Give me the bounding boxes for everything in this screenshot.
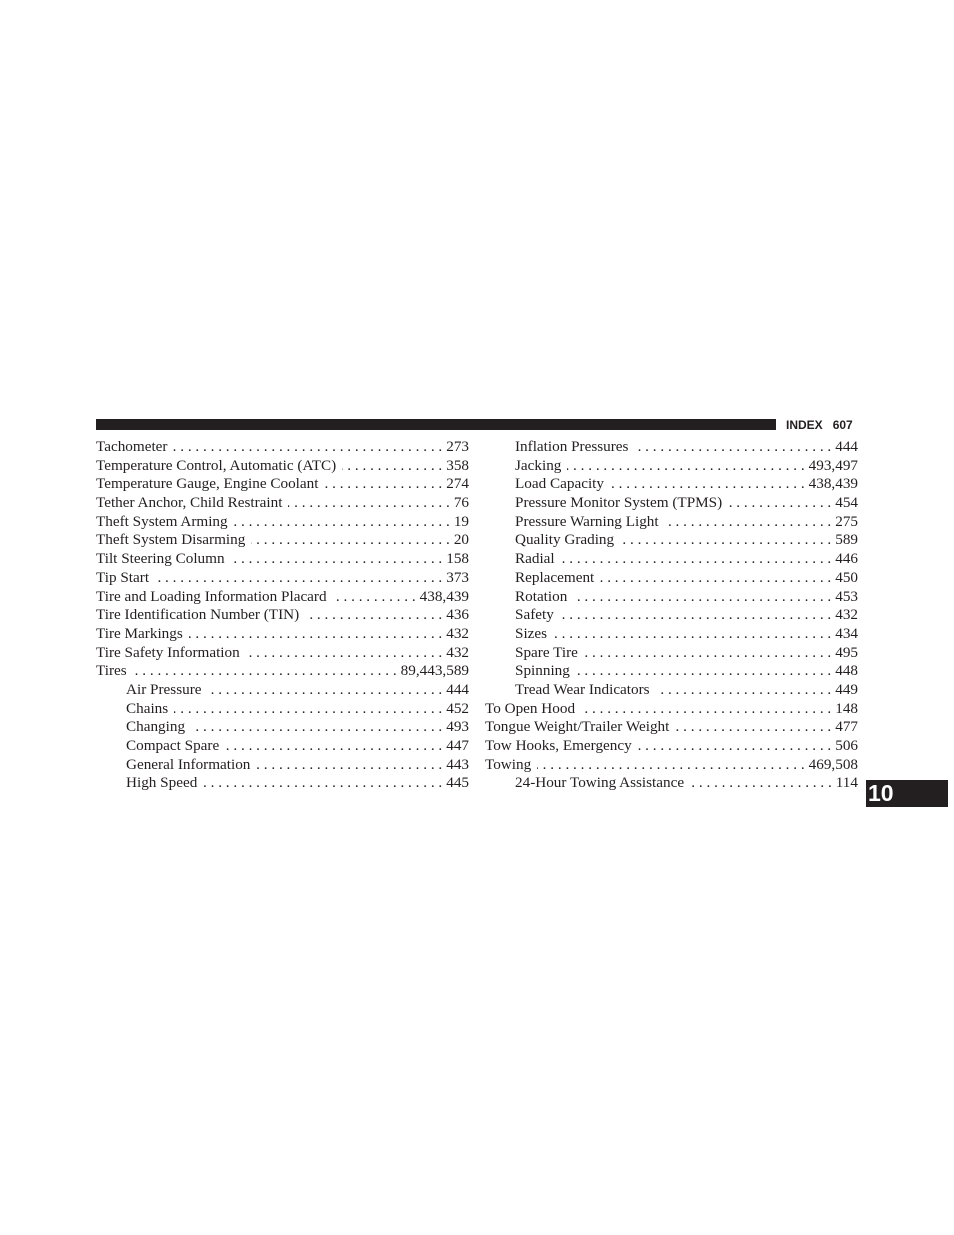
header-rule [96,419,776,430]
dot-leader [665,513,832,532]
entry-pages: 449 [835,680,858,698]
running-header [786,417,858,433]
dot-leader [675,718,831,737]
entry-term: Tongue Weight/Trailer Weight [485,718,670,736]
dot-leader [174,700,442,719]
index-subentry [485,662,858,681]
entry-term: Replacement [515,568,595,586]
dot-leader [256,756,442,775]
entry-pages: 589 [835,531,858,549]
dot-leader [567,457,804,476]
entry-term: Theft System Arming [96,512,228,530]
index-subentry [96,774,469,793]
index-entry [96,625,469,644]
entry-pages: 495 [835,643,858,661]
entry-term: Temperature Gauge, Engine Coolant [96,475,319,493]
entry-pages: 438,439 [808,475,858,493]
entry-pages: 89,443,589 [400,662,469,680]
index-subentry [485,625,858,644]
entry-term: Radial [515,550,555,568]
dot-leader [305,606,442,625]
entry-term: Compact Spare [126,737,220,754]
dot-leader [191,718,442,737]
entry-pages: 443 [446,755,469,773]
dot-leader [584,644,831,663]
entry-pages: 477 [835,718,858,736]
index-column-left [96,438,469,793]
entry-pages: 450 [835,568,858,586]
entry-term: Spare Tire [515,643,578,661]
index-subentry [96,700,469,719]
entry-pages: 432 [446,643,469,661]
dot-leader [553,625,831,644]
entry-pages: 274 [446,475,469,493]
index-subentry [485,644,858,663]
index-subentry [485,531,858,550]
entry-pages: 444 [446,680,469,698]
entry-pages: 436 [446,606,469,624]
entry-pages: 434 [835,624,858,642]
entry-term: Theft System Disarming [96,531,246,549]
entry-term: Tire and Loading Information Placard [96,587,327,605]
dot-leader [189,625,442,644]
dot-leader [333,588,416,607]
entry-term: Pressure Monitor System (TPMS) [515,494,723,512]
entry-pages: 454 [835,494,858,512]
dot-leader [173,438,442,457]
dot-leader [234,513,450,532]
dot-leader [581,700,831,719]
dot-leader [610,475,805,494]
entry-pages: 453 [835,587,858,605]
dot-leader [690,774,832,793]
entry-term: Tire Safety Information [96,643,240,661]
dot-leader [208,681,443,700]
entry-pages: 76 [453,494,469,512]
entry-term: Tachometer [96,438,168,455]
entry-term: To Open Hood [485,699,576,717]
entry-term: Rotation [515,587,568,605]
dot-leader [155,569,442,588]
entry-pages: 446 [835,550,858,568]
dot-leader [203,774,442,793]
index-subentry [485,774,858,793]
index-entry [96,457,469,476]
index-subentry [485,550,858,569]
section-title: INDEX [786,418,823,432]
entry-pages: 158 [446,550,469,568]
dot-leader [576,662,831,681]
entry-term: Tires [96,662,127,680]
entry-pages: 469,508 [808,755,858,773]
index-subentry [485,457,858,476]
dot-leader [537,756,804,775]
chapter-tab: 10 [866,780,948,807]
index-entry [96,606,469,625]
entry-pages: 273 [446,438,469,455]
index-entry [96,494,469,513]
dot-leader [638,737,832,756]
dot-leader [600,569,831,588]
entry-pages: 148 [835,699,858,717]
entry-term: Tire Markings [96,624,183,642]
index-entry [96,475,469,494]
entry-pages: 358 [446,456,469,474]
index-subentry [96,718,469,737]
dot-leader [560,606,831,625]
dot-leader [634,438,831,457]
entry-pages: 432 [835,606,858,624]
index-entry [96,644,469,663]
index-subentry [96,737,469,756]
entry-pages: 493,497 [808,456,858,474]
entry-pages: 114 [835,774,858,792]
entry-term: High Speed [126,774,198,792]
dot-leader [251,531,449,550]
index-entry [96,531,469,550]
index-entry [96,550,469,569]
index-entry [485,756,858,775]
index-subentry [96,756,469,775]
index-subentry [485,513,858,532]
entry-term: 24-Hour Towing Assistance [515,774,685,792]
entry-pages: 448 [835,662,858,680]
index-entry [485,737,858,756]
index-subentry [485,569,858,588]
entry-term: Temperature Control, Automatic (ATC) [96,456,337,474]
index-entry [96,588,469,607]
entry-pages: 19 [453,512,469,530]
entry-term: General Information [126,755,251,773]
dot-leader [573,588,831,607]
entry-term: Tether Anchor, Child Restraint [96,494,283,512]
dot-leader [288,494,449,513]
entry-pages: 447 [446,737,469,754]
entry-term: Safety [515,606,554,624]
index-entry [96,569,469,588]
entry-pages: 20 [453,531,469,549]
entry-pages: 493 [446,718,469,736]
index-entry [485,700,858,719]
entry-term: Chains [126,699,169,717]
page-number: 607 [832,418,853,432]
dot-leader [246,644,443,663]
dot-leader [342,457,442,476]
entry-term: Tire Identification Number (TIN) [96,606,300,624]
entry-term: Towing [485,755,532,773]
entry-term: Air Pressure [126,680,202,698]
index-entry [96,513,469,532]
index-entry [485,718,858,737]
entry-pages: 373 [446,568,469,586]
entry-term: Jacking [515,456,562,474]
index-entry [96,438,469,457]
entry-term: Load Capacity [515,475,604,493]
entry-term: Quality Grading [515,531,615,549]
index-subentry [485,494,858,513]
entry-term: Tow Hooks, Emergency [485,737,632,754]
entry-pages: 506 [835,737,858,754]
dot-leader [231,550,443,569]
entry-pages: 275 [835,512,858,530]
dot-leader [561,550,832,569]
dot-leader [225,737,442,756]
dot-leader [133,662,397,681]
entry-term: Spinning [515,662,570,680]
dot-leader [656,681,832,700]
index-subentry [485,606,858,625]
dot-leader [620,531,831,550]
entry-term: Pressure Warning Light [515,512,659,530]
index-entry [96,662,469,681]
index-subentry [96,681,469,700]
entry-term: Tip Start [96,568,150,586]
index-subentry [485,588,858,607]
entry-term: Inflation Pressures [515,438,629,455]
entry-pages: 438,439 [419,587,469,605]
dot-leader [728,494,831,513]
entry-pages: 445 [446,774,469,792]
entry-term: Tread Wear Indicators [515,680,650,698]
entry-pages: 452 [446,699,469,717]
index-subentry [485,438,858,457]
index-column-right [485,438,858,793]
entry-term: Tilt Steering Column [96,550,225,568]
index-subentry [485,681,858,700]
entry-pages: 432 [446,624,469,642]
dot-leader [324,475,442,494]
entry-pages: 444 [835,438,858,455]
entry-term: Sizes [515,624,548,642]
index-subentry [485,475,858,494]
entry-term: Changing [126,718,186,736]
